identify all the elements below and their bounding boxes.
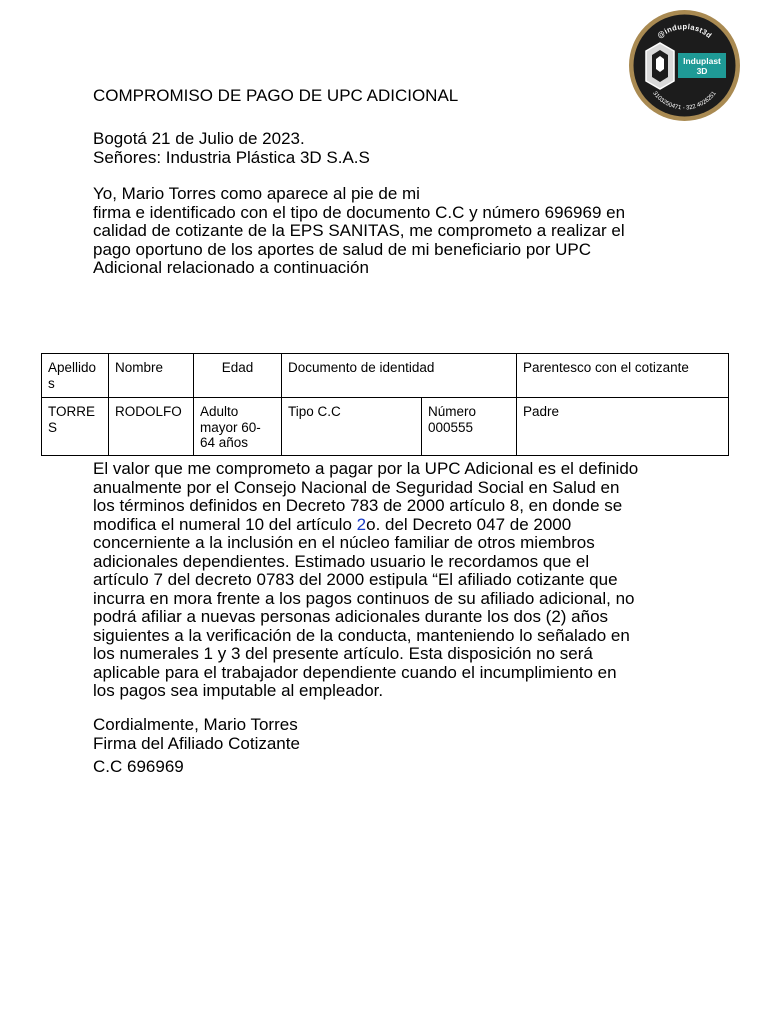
recipient-line: Señores: Industria Plástica 3D S.A.S: [93, 147, 370, 167]
body-line: los pagos sea imputable al empleador.: [93, 681, 384, 700]
body-line: los términos definidos en Decreto 783 de 2000 artículo 8, en donde se: [93, 496, 623, 515]
body-line: artículo 7 del decreto 0783 del 2000 estipula “El afiliado cotizante que: [93, 570, 618, 589]
body-paragraph: [93, 460, 638, 701]
intro-paragraph: [93, 185, 625, 278]
intro-line: Adicional relacionado a continuación: [93, 258, 369, 277]
table-row: [42, 398, 729, 456]
cube-logo-icon: [646, 43, 674, 89]
signature-label: Firma del Afiliado Cotizante: [93, 733, 300, 753]
document-title: COMPROMISO DE PAGO DE UPC ADICIONAL: [93, 86, 459, 105]
intro-line: Yo, Mario Torres como aparece al pie de mi: [93, 184, 420, 203]
body-line: adicionales dependientes. Estimado usuario le recordamos que el: [93, 551, 590, 571]
body-line: incurra en mora frente a los pagos continuos de su afiliado adicional, no: [93, 588, 635, 608]
cell-nombre: RODOLFO: [109, 398, 194, 456]
intro-line: pago oportuno de los aportes de salud de mi beneficiario por UPC: [93, 239, 592, 259]
company-logo-seal: [628, 9, 741, 122]
cc-number: C.C 696969: [93, 757, 184, 776]
logo-brand-name: Induplast: [683, 56, 721, 66]
beneficiary-table: [41, 353, 729, 456]
intro-line: calidad de cotizante de la EPS SANITAS, me comprometo a realizar el: [93, 221, 625, 240]
closing-line: Cordialmente, Mario Torres: [93, 715, 298, 734]
body-line: concerniente a la inclusión en el núcleo familiar de otros miembros: [93, 533, 595, 552]
logo-handle-text: @induplast3d: [655, 21, 714, 41]
cell-numero-documento: Número 000555: [422, 398, 517, 456]
highlighted-number: 2: [356, 514, 367, 534]
body-line: podrá afiliar a nuevas personas adicionales durante los dos (2) años: [93, 607, 609, 626]
header-parentesco: Parentesco con el cotizante: [517, 354, 729, 398]
body-line-end: o. del Decreto 047 de 2000: [366, 514, 572, 534]
date-line: Bogotá 21 de Julio de 2023.: [93, 129, 305, 148]
body-line-start: modifica el numeral 10 del artículo: [93, 514, 357, 534]
body-line: los numerales 1 y 3 del presente artículo. Esta disposición no será: [93, 644, 593, 663]
intro-line: firma e identificado con el tipo de documento C.C y número 696969 en: [93, 202, 626, 222]
header-documento: Documento de identidad: [282, 354, 517, 398]
cell-apellidos: TORRES: [42, 398, 109, 456]
header-edad: Edad: [194, 354, 282, 398]
cell-edad: Adulto mayor 60-64 años: [194, 398, 282, 456]
header-nombre: Nombre: [109, 354, 194, 398]
body-line: [93, 516, 638, 535]
cell-parentesco: Padre: [517, 398, 729, 456]
table-header-row: [42, 354, 729, 398]
logo-brand-3d: 3D: [696, 66, 708, 76]
logo-phones-text: 3103250471 - 322 4026251: [651, 90, 718, 112]
cell-tipo-documento: Tipo C.C: [282, 398, 422, 456]
body-line: anualmente por el Consejo Nacional de Seguridad Social en Salud en: [93, 477, 620, 497]
body-line: aplicable para el trabajador dependiente cuando el incumplimiento en: [93, 662, 617, 682]
signature-block: [93, 716, 300, 753]
body-line: El valor que me comprometo a pagar por la UPC Adicional es el definido: [93, 459, 639, 478]
body-line: siguientes a la verificación de la conducta, manteniendo lo señalado en: [93, 625, 630, 645]
date-recipient-block: [93, 130, 370, 167]
header-apellidos: Apellidos: [42, 354, 109, 398]
